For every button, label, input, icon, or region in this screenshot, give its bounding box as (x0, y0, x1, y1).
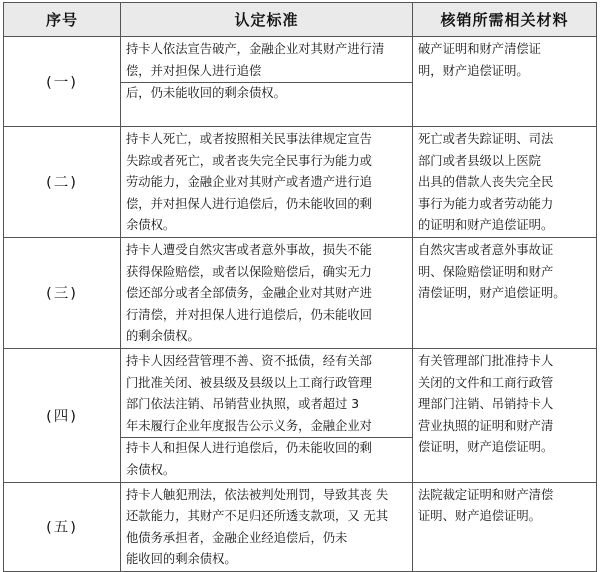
criteria-line: 部门依法注销、吊销营业执照，或者超过 3 (126, 397, 360, 412)
criteria-line: 余债权。 (126, 462, 176, 477)
criteria-line: 他债务承担者，金融企业经追偿后，仍未 (126, 530, 348, 545)
criteria-line: 还款能力，其财产不足归还所透支款项，又 无其 (126, 509, 389, 524)
criteria-line: 后，仍未能收回的剩余债权。 (121, 82, 412, 105)
criteria-line: 偿，并对担保人进行追偿后，仍未能收回的剩 (126, 196, 372, 211)
header-seq: 序号 (4, 3, 121, 37)
table-row (4, 37, 597, 127)
criteria-cell (121, 37, 413, 127)
row-seq: (一) (4, 37, 121, 127)
materials-line: 营业执照的证明和财产清 (418, 418, 554, 433)
criteria-line: 持卡人依法宣告破产，金融企业对其财产进行清 (126, 42, 385, 56)
table-row (4, 482, 597, 571)
criteria-line: 持卡人因经营管理不善、资不抵债，经有关部 (126, 353, 372, 368)
materials-line: 关闭的文件和工商行政管 (418, 375, 554, 390)
criteria-line: 偿还部分或者全部债务，金融企业对其财产进 (126, 286, 372, 301)
materials-line: 明、保险赔偿证明和财产 (418, 264, 554, 279)
criteria-cell (121, 348, 413, 482)
materials-cell (413, 37, 597, 127)
materials-cell (413, 237, 597, 348)
criteria-line: 年未履行企业年度报告公示义务，金融企业对 (126, 418, 372, 433)
criteria-line: 持卡人触犯刑法，依法被判处刑罚，导致其丧 失 (126, 487, 389, 502)
materials-cell (413, 482, 597, 571)
materials-line: 有关管理部门批准持卡人 (418, 353, 554, 368)
materials-line: 出具的借款人丧失完全民 (418, 175, 554, 190)
materials-line: 法院裁定证明和财产清偿 (418, 487, 554, 502)
materials-line: 死亡或者失踪证明、司法 (418, 132, 554, 146)
criteria-line: 劳动能力，金融企业对其财产或者遗产进行追 (126, 175, 372, 190)
criteria-cell (121, 237, 413, 348)
table-row (4, 127, 597, 238)
materials-line: 明，财产追偿证明。 (418, 63, 529, 78)
criteria-line: 的剩余债权。 (126, 329, 200, 344)
row-seq: (二) (4, 127, 121, 238)
table-row (4, 237, 597, 348)
criteria-line: 余债权。 (126, 218, 176, 233)
materials-line: 偿证明，财产追偿证明。 (418, 440, 554, 455)
header-materials: 核销所需相关材料 (413, 3, 597, 37)
criteria-line: 失踪或者死亡，或者丧失完全民事行为能力或 (126, 153, 372, 168)
row-seq: (五) (4, 482, 121, 571)
header-row (4, 3, 597, 37)
materials-line: 的证明和财产追偿证明。 (418, 218, 554, 233)
row-seq: (三) (4, 237, 121, 348)
materials-line: 破产证明和财产清偿证 (418, 42, 541, 56)
materials-line: 自然灾害或者意外事故证 (418, 242, 554, 257)
materials-line: 证明、财产追偿证明。 (418, 509, 541, 524)
materials-cell (413, 348, 597, 482)
write-off-criteria-table (3, 2, 597, 572)
criteria-line: 持卡人死亡，或者按照相关民事法律规定宣告 (126, 132, 372, 146)
criteria-cell (121, 482, 413, 571)
materials-line: 清偿证明，财产追偿证明。 (418, 286, 566, 301)
criteria-line: 持卡人遭受自然灾害或者意外事故，损失不能 (126, 242, 372, 257)
materials-cell (413, 127, 597, 238)
criteria-line: 偿，并对担保人进行追偿 (126, 63, 262, 78)
criteria-line: 门批准关闭、被县级及县级以上工商行政管理 (126, 375, 372, 390)
criteria-cell (121, 127, 413, 238)
materials-line: 理部门注销、吊销持卡人 (418, 397, 554, 412)
row-seq: (四) (4, 348, 121, 482)
header-criteria: 认定标准 (121, 3, 413, 37)
criteria-line: 获得保险赔偿，或者以保险赔偿后，确实无力 (126, 264, 372, 279)
criteria-line: 持卡人和担保人进行追偿后，仍未能收回的剩 (121, 437, 412, 460)
materials-line: 事行为能力或者劳动能力 (418, 196, 554, 211)
criteria-line: 行清偿，并对担保人进行追偿后，仍未能收回 (126, 307, 372, 322)
materials-line: 部门或者县级以上医院 (418, 153, 541, 168)
table-row (4, 348, 597, 482)
criteria-line: 能收回的剩余债权。 (126, 552, 237, 567)
